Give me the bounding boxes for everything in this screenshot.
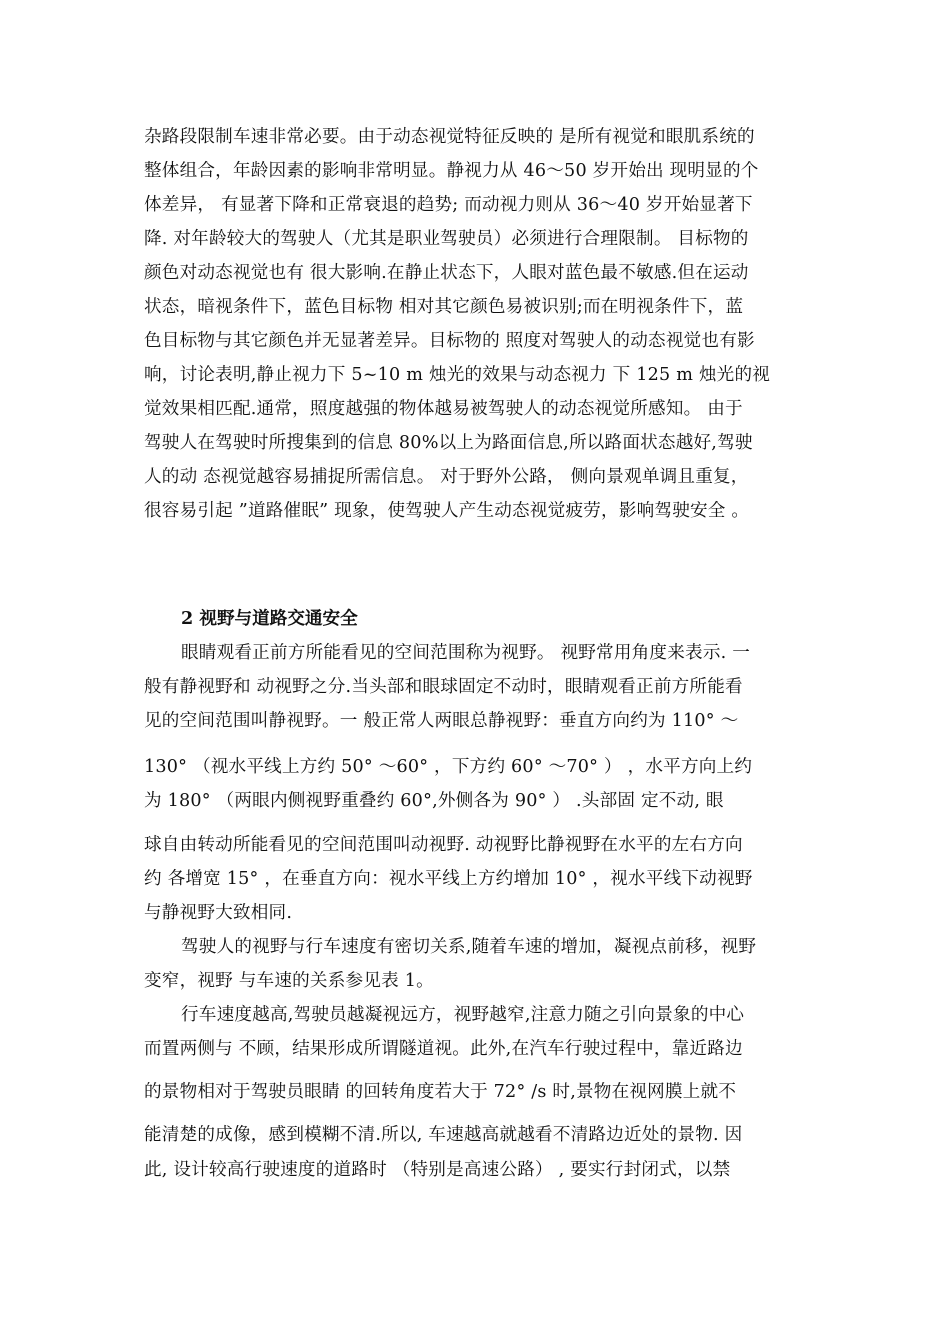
text-line: 驾驶人的视野与行车速度有密切关系,随着车速的增加，凝视点前移，视野 xyxy=(181,937,757,957)
text-line: 降. 对年龄较大的驾驶人（尤其是职业驾驶员）必须进行合理限制。 目标物的 xyxy=(144,229,749,249)
text-line: 约 各增宽 15° ，在垂直方向：视水平线上方约增加 10° ，视水平线下动视野 xyxy=(144,869,753,889)
text-line: 行车速度越高,驾驶员越凝视远方，视野越窄,注意力随之引向景象的中心 xyxy=(181,1005,745,1025)
text-line: 的景物相对于驾驶员眼睛 的回转角度若大于 72° /s 时,景物在视网膜上就不 xyxy=(144,1082,737,1102)
text-line: 杂路段限制车速非常必要。由于动态视觉特征反映的 是所有视觉和眼肌系统的 xyxy=(144,127,755,147)
text-line: 见的空间范围叫静视野。一 般正常人两眼总静视野：垂直方向约为 110° ～ xyxy=(144,711,739,731)
text-line: 能清楚的成像，感到模糊不清.所以, 车速越高就越看不清路边近处的景物. 因 xyxy=(144,1125,743,1145)
text-line: 而置两侧与 不顾，结果形成所谓隧道视。此外,在汽车行驶过程中，靠近路边 xyxy=(144,1039,743,1059)
text-line: 很容易引起 ”道路催眠” 现象，使驾驶人产生动态视觉疲劳，影响驾驶安全 。 xyxy=(144,501,750,521)
text-line: 为 180° （两眼内侧视野重叠约 60°,外侧各为 90° ） .头部固 定不动, 眼 xyxy=(144,791,724,811)
text-line: 状态，暗视条件下，蓝色目标物 相对其它颜色易被识别;而在明视条件下，蓝 xyxy=(144,297,744,317)
text-line: 130° （视水平线上方约 50° ～60° ，下方约 60° ～70° ） ，水平方向上约 xyxy=(144,757,753,777)
text-line: 球自由转动所能看见的空间范围叫动视野. 动视野比静视野在水平的左右方向 xyxy=(144,835,743,855)
text-line: 与静视野大致相同. xyxy=(144,903,293,923)
section-heading: 2 视野与道路交通安全 xyxy=(181,608,358,629)
text-line: 人的动 态视觉越容易捕捉所需信息。 对于野外公路， 侧向景观单调且重复， xyxy=(144,467,749,487)
text-line: 觉效果相匹配.通常，照度越强的物体越易被驾驶人的动态视觉所感知。 由于 xyxy=(144,399,743,419)
text-line: 整体组合，年龄因素的影响非常明显。静视力从 46～50 岁开始出 现明显的个 xyxy=(144,161,759,181)
text-line: 颜色对动态视觉也有 很大影响.在静止状态下，人眼对蓝色最不敏感.但在运动 xyxy=(144,263,749,283)
text-line: 色目标物与其它颜色并无显著差异。目标物的 照度对驾驶人的动态视觉也有影 xyxy=(144,331,755,351)
text-line: 变窄，视野 与车速的关系参见表 1。 xyxy=(144,971,434,991)
text-line: 眼睛观看正前方所能看见的空间范围称为视野。 视野常用角度来表示. 一 xyxy=(181,643,750,663)
text-line: 驾驶人在驾驶时所搜集到的信息 80%以上为路面信息,所以路面状态越好,驾驶 xyxy=(144,433,753,453)
text-line: 般有静视野和 动视野之分.当头部和眼球固定不动时，眼睛观看正前方所能看 xyxy=(144,677,743,697)
text-line: 体差异， 有显著下降和正常衰退的趋势; 而动视力则从 36～40 岁开始显著下 xyxy=(144,195,753,215)
text-line: 此, 设计较高行驶速度的道路时 （特别是高速公路） , 要实行封闭式，以禁 xyxy=(144,1160,731,1180)
text-line: 响，讨论表明,静止视力下 5~10 m 烛光的效果与动态视力 下 125 m 烛光的视 xyxy=(144,365,771,385)
